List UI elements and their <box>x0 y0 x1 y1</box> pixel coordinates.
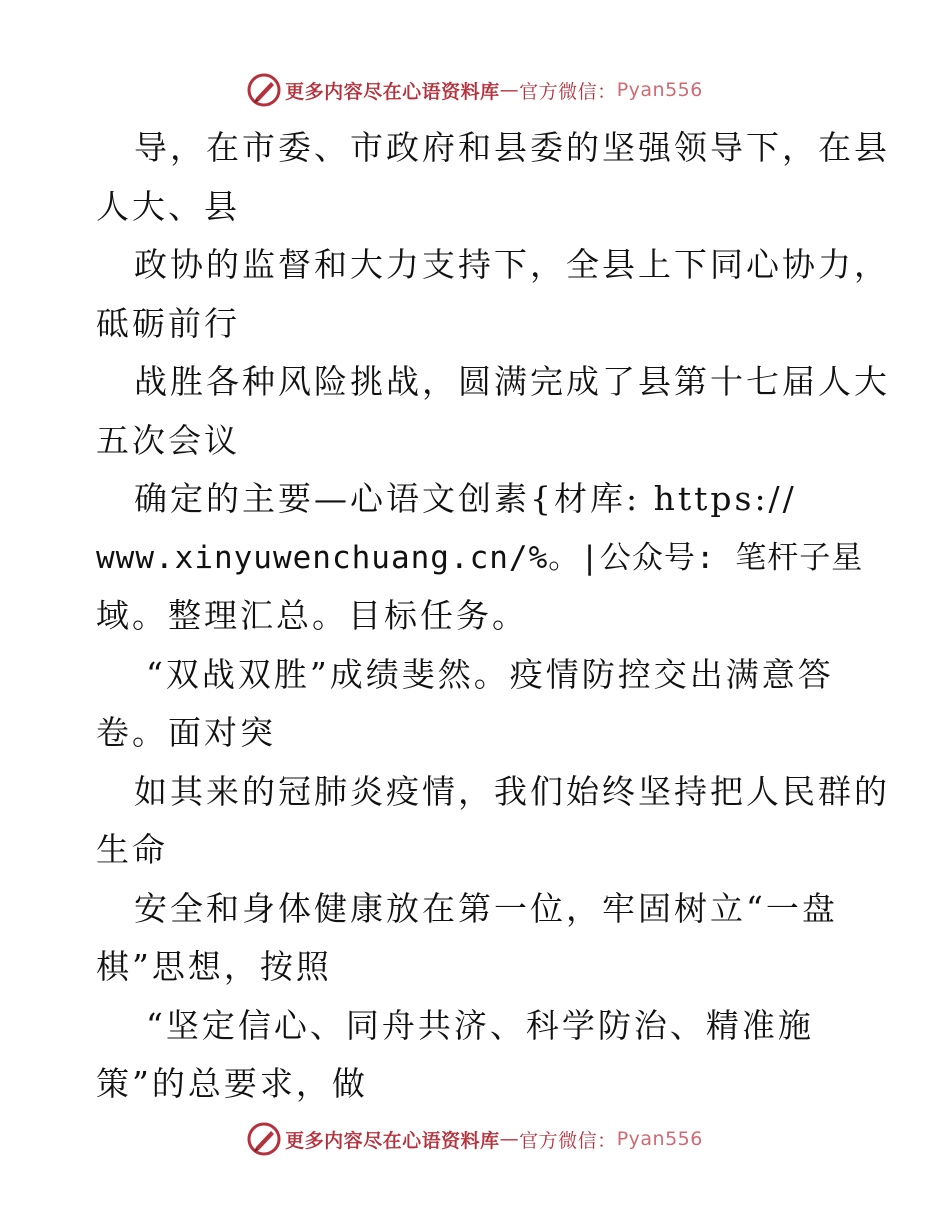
pen-logo-icon <box>247 73 281 107</box>
text-line: 砥砺前行 <box>96 303 240 343</box>
text-line: 五次会议 <box>96 420 240 460</box>
watermark-wechat-id: Pyan556 <box>616 1128 703 1150</box>
text-line: 安全和身体健康放在第一位，牢固树立“一盘 <box>134 888 838 928</box>
watermark-dash: — <box>499 79 520 101</box>
watermark-wechat-label: 官方微信： <box>519 1129 617 1152</box>
text-line: 生命 <box>96 830 168 869</box>
watermark-wechat-id: Pyan556 <box>616 79 703 101</box>
text-line: 域。整理汇总。目标任务。 <box>96 596 528 635</box>
text-line: 战胜各种风险挑战，圆满完成了县第十七届人大 <box>134 362 890 401</box>
text-line: 政协的监督和大力支持下，全县上下同心协力， <box>134 245 890 284</box>
pen-logo-icon <box>247 1122 281 1156</box>
text-line: 如其来的冠肺炎疫情，我们始终坚持把人民群的 <box>134 771 890 811</box>
document-body <box>96 119 890 1114</box>
text-line: “坚定信心、同舟共济、科学防治、精准施 <box>146 1005 814 1045</box>
watermark-footer <box>0 1119 950 1159</box>
watermark-lead: 更多内容尽在心语资料库 <box>285 1129 500 1152</box>
text-line: 卷。面对突 <box>96 713 276 752</box>
text-line: 导，在市委、市政府和县委的坚强领导下，在县 <box>134 128 890 167</box>
text-line: 人大、县 <box>96 186 240 226</box>
text-line: 确定的主要—心语文创素{材库: https:// <box>134 479 797 518</box>
watermark-wechat-label: 官方微信： <box>519 80 617 103</box>
text-line: “双战双胜”成绩斐然。疫情防控交出满意答 <box>146 654 834 694</box>
watermark-dash: — <box>499 1128 520 1150</box>
text-line-url: www.xinyuwenchuang.cn/%。|公众号: 笔杆子星 <box>96 539 864 576</box>
text-line: 策”的总要求，做 <box>96 1064 368 1103</box>
text-line: 棋”思想，按照 <box>96 947 332 986</box>
watermark-header <box>0 70 950 110</box>
watermark-lead: 更多内容尽在心语资料库 <box>285 80 500 103</box>
